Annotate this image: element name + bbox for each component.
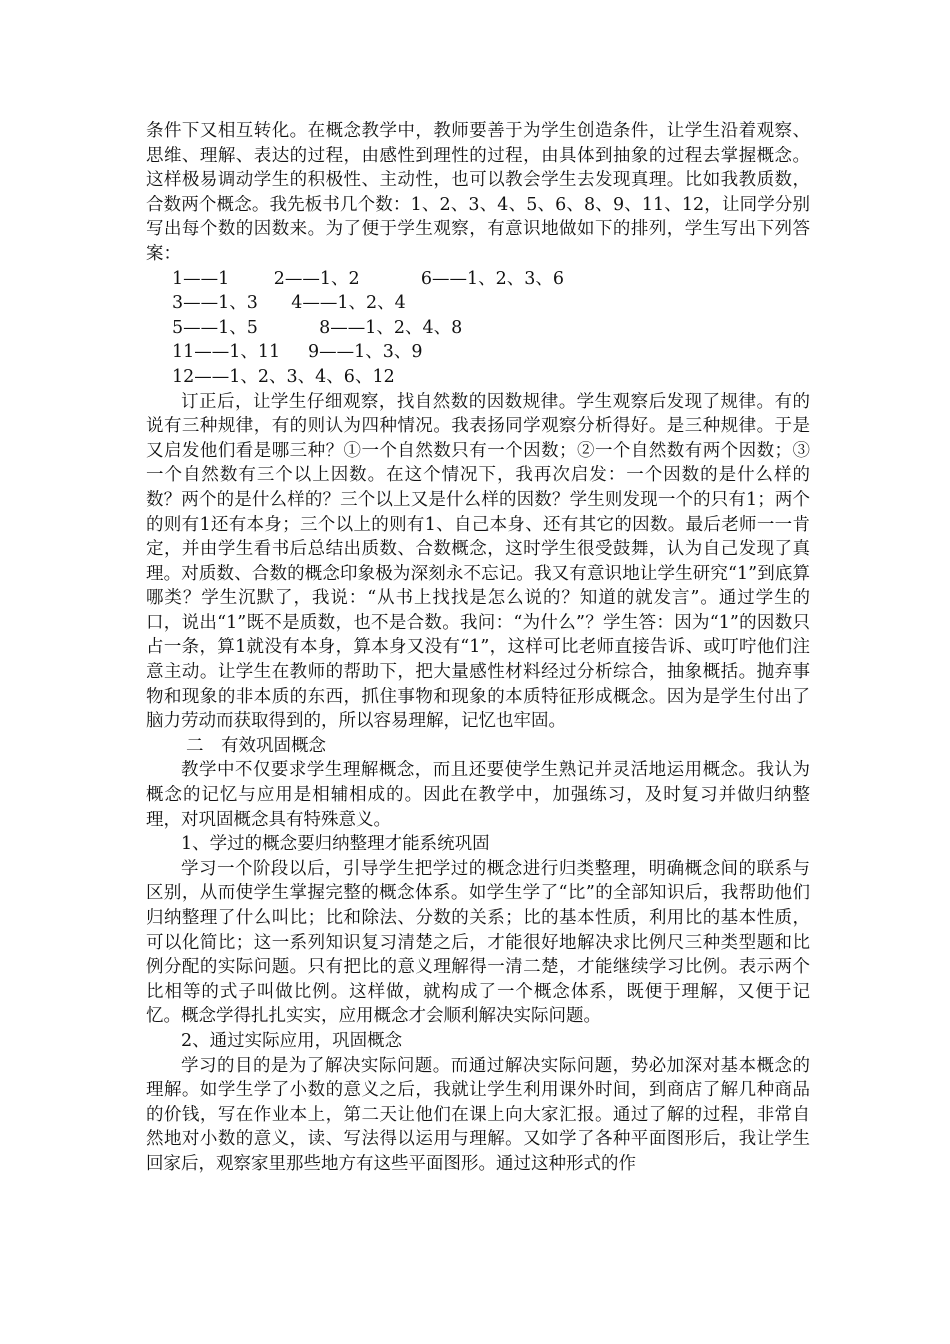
paragraph-observation: 订正后，让学生仔细观察，找自然数的因数规律。学生观察后发现了规律。有的说有三种规律，有的则认为四种情况。我表扬同学观察分析得好。是三种规律。于是又启发他们看是哪三种？①一个自然数只有一个因数；②一个自然数有两个因数；③一个自然数有三个以上因数。在这个情况下，我再次启发：一个因数的是什么样的数？两个的是什么样的？三个以上又是什么样的因数？学生则发现一个的只有1；两个的则有1还有本身；三个以上的则有1、自己本身、还有其它的因数。最后老师一一肯定，并由学生看书后总结出质数、合数概念，这时学生很受鼓舞，认为自己发现了真理。对质数、合数的概念印象极为深刻永不忘记。我又有意识地让学生研究“1”到底算哪类？学生沉默了，我说：“从书上找找是怎么说的？知道的就发言”。通过学生的口，说出“1”既不是质数，也不是合数。我问：“为什么”？学生答：因为“1”的因数只占一条，算1就没有本身，算本身又没有“1”，这样可比老师直接告诉、或叮咛他们注意主动。让学生在教师的帮助下，把大量感性材料经过分析综合，抽象概括。抛弃事物和现象的非本质的东西，抓住事物和现象的本质特征形成概念。因为是学生付出了脑力劳动而获取得到的，所以容易理解，记忆也牢固。	[146, 391, 810, 732]
factor-list-item: 5——1、5 8——1、2、4、8	[172, 317, 463, 338]
paragraph-application: 学习的目的是为了解决实际问题。而通过解决实际问题，势必加深对基本概念的理解。如学生学了小数的意义之后，我就让学生利用课外时间，到商店了解几种商品的价钱，写在作业本上，第二天让他们在课上向大家汇报。通过了解的过程，非常自然地对小数的意义，读、写法得以运用与理解。又如学了各种平面图形后，我让学生回家后，观察家里那些地方有这些平面图形。通过这种形式的作	[146, 1055, 810, 1174]
document-body	[146, 119, 810, 1177]
factor-list-item: 12——1、2、3、4、6、12	[172, 366, 395, 387]
paragraph-summary: 学习一个阶段以后，引导学生把学过的概念进行归类整理，明确概念间的联系与区别，从而使学生掌握完整的概念体系。如学生学了“比”的全部知识后，我帮助他们归纳整理了什么叫比；比和除法、分数的关系；比的基本性质，利用比的基本性质，可以化简比；这一系列知识复习清楚之后，才能很好地解决求比例尺三种类型题和比例分配的实际问题。只有把比的意义理解得一清二楚，才能继续学习比例。表示两个比相等的式子叫做比例。这样做，就构成了一个概念体系，既便于理解，又便于记忆。概念学得扎扎实实，应用概念才会顺利解决实际问题。	[146, 858, 810, 1027]
paragraph-intro: 条件下又相互转化。在概念教学中，教师要善于为学生创造条件，让学生沿着观察、思维、理解、表达的过程，由感性到理性的过程，由具体到抽象的过程去掌握概念。这样极易调动学生的积极性、主动性，也可以教会学生去发现真理。比如我教质数，合数两个概念。我先板书几个数：1、2、3、4、5、6、8、9、11、12，让同学分别写出每个数的因数来。为了便于学生观察，有意识地做如下的排列，学生写出下列答案：	[146, 121, 810, 264]
factor-list-item: 3——1、3 4——1、2、4	[172, 293, 406, 314]
section-heading: 二 有效巩固概念	[186, 735, 326, 756]
subsection-heading-1: 1、学过的概念要归纳整理才能系统巩固	[181, 834, 490, 855]
subsection-heading-2: 2、通过实际应用，巩固概念	[181, 1030, 403, 1051]
paragraph-consolidation: 教学中不仅要求学生理解概念，而且还要使学生熟记并灵活地运用概念。我认为概念的记忆与应用是相辅相成的。因此在教学中，加强练习，及时复习并做归纳整理，对巩固概念具有特殊意义。	[146, 760, 810, 830]
factor-list-item: 1——1 2——1、2 6——1、2、3、6	[172, 268, 565, 289]
factor-list-item: 11——1、11 9——1、3、9	[172, 342, 423, 363]
